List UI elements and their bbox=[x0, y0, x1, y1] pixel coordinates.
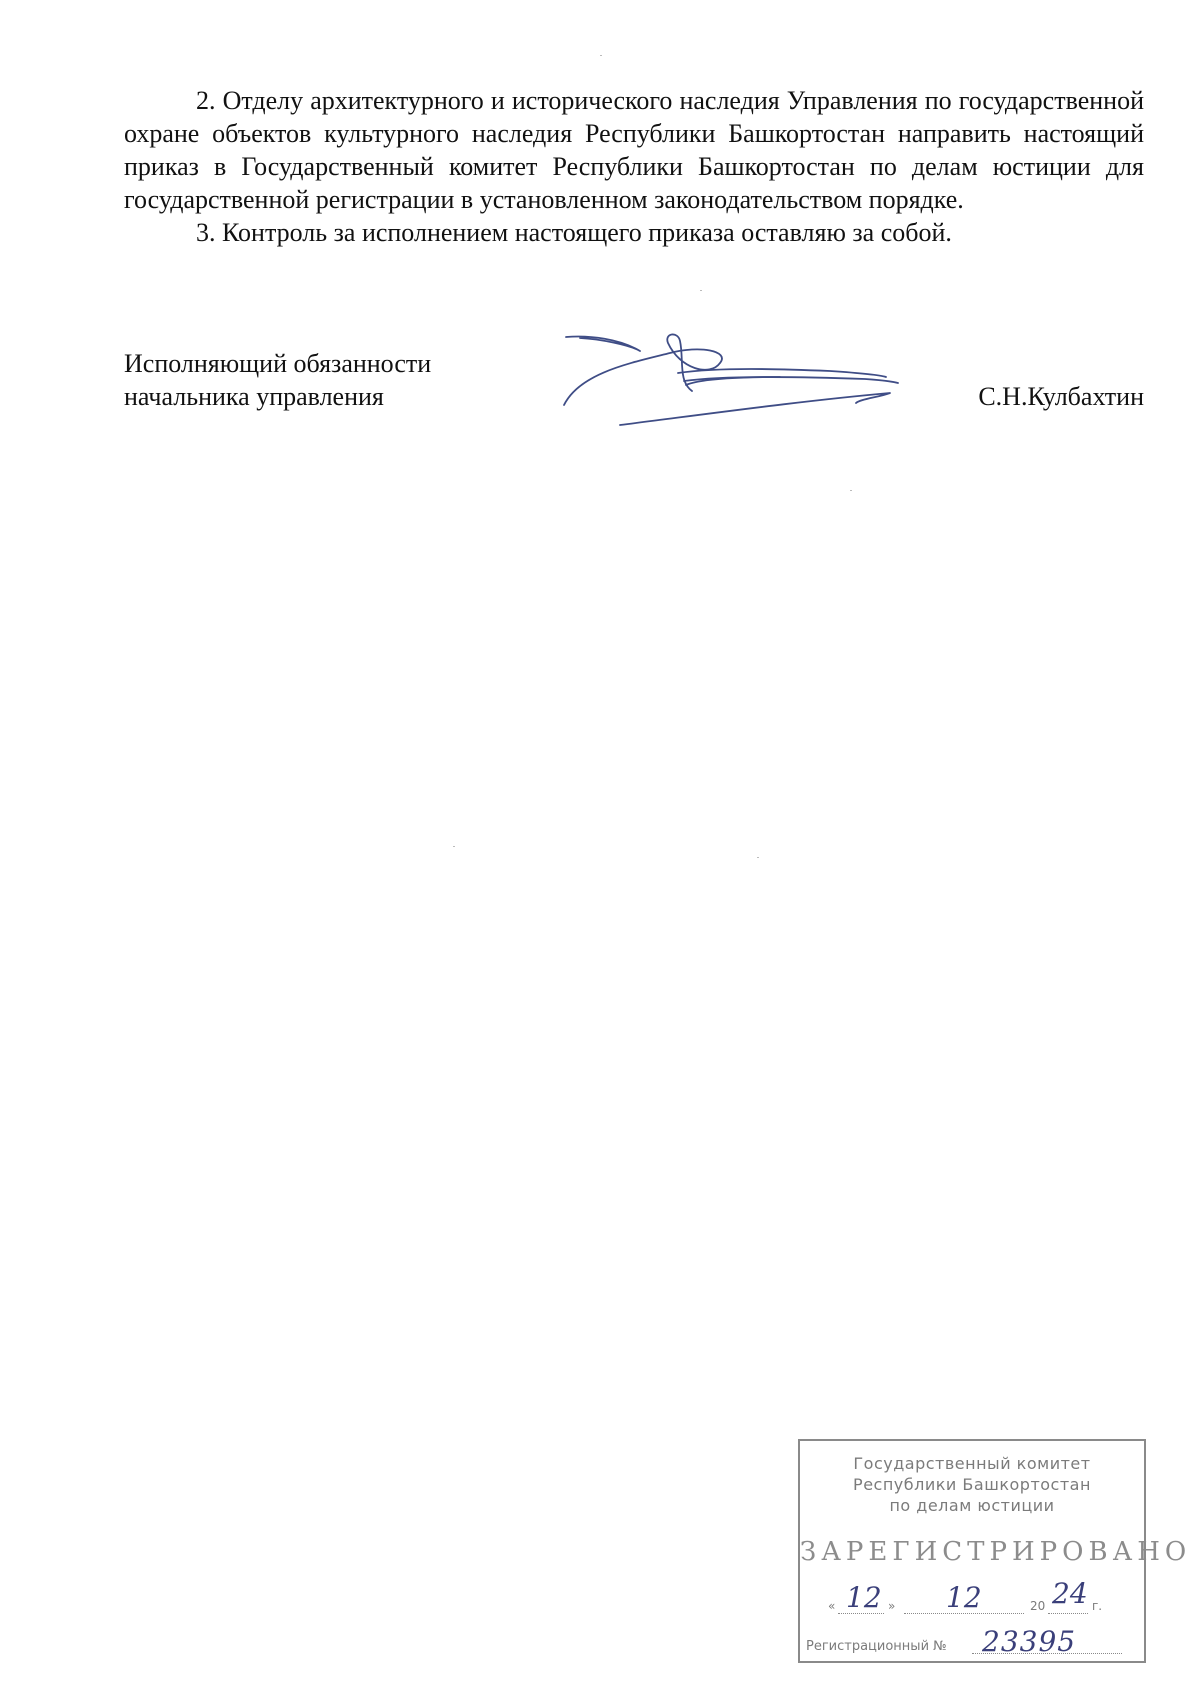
paragraph-item-3: 3. Контроль за исполнением настоящего приказа оставляю за собой. bbox=[196, 218, 952, 247]
scan-speck bbox=[453, 846, 455, 847]
scan-speck bbox=[757, 857, 759, 858]
signatory-name: С.Н.Кулбахтин bbox=[978, 382, 1144, 411]
document-body bbox=[124, 84, 1144, 249]
scan-speck bbox=[700, 290, 702, 291]
stamp-org-line-3: по делам юстиции bbox=[889, 1496, 1055, 1515]
stamp-year-prefix: 20 bbox=[1030, 1599, 1046, 1613]
signatory-role-line-1: Исполняющий обязанности bbox=[124, 349, 432, 378]
scan-speck bbox=[850, 490, 852, 491]
stamp-day: 12 bbox=[846, 1581, 882, 1614]
stamp-year-unit: г. bbox=[1092, 1599, 1103, 1613]
stamp-org-line-2: Республики Башкортостан bbox=[853, 1475, 1091, 1494]
stamp-year-line bbox=[1048, 1613, 1088, 1614]
paragraph-item-2: 2. Отделу архитектурного и исторического наследия Управления по государственной охране объектов культурного наследия Республики Башкортостан направить настоящий приказ в Государственный комитет Республики Башкортостан по делам юстиции для государственной регистрации в установленном законодательством порядке. bbox=[124, 86, 1144, 214]
stamp-registration-number bbox=[806, 1625, 1140, 1658]
stamp-reg-number: 23395 bbox=[982, 1625, 1077, 1658]
handwritten-signature bbox=[560, 333, 950, 433]
stamp-quote-close: » bbox=[888, 1599, 896, 1613]
signatory-role bbox=[124, 347, 431, 413]
stamp-organization bbox=[800, 1453, 1144, 1516]
signatory-role-line-2: начальника управления bbox=[124, 382, 384, 411]
stamp-month: 12 bbox=[946, 1581, 982, 1614]
scan-speck bbox=[600, 55, 602, 56]
stamp-reg-label: Регистрационный № bbox=[806, 1639, 947, 1654]
stamp-quote-open: « bbox=[828, 1599, 836, 1613]
stamp-status: ЗАРЕГИСТРИРОВАНО bbox=[800, 1537, 1192, 1567]
registration-stamp bbox=[798, 1439, 1192, 1663]
stamp-date bbox=[828, 1577, 1128, 1617]
stamp-org-line-1: Государственный комитет bbox=[853, 1454, 1091, 1473]
stamp-year: 24 bbox=[1052, 1577, 1088, 1610]
